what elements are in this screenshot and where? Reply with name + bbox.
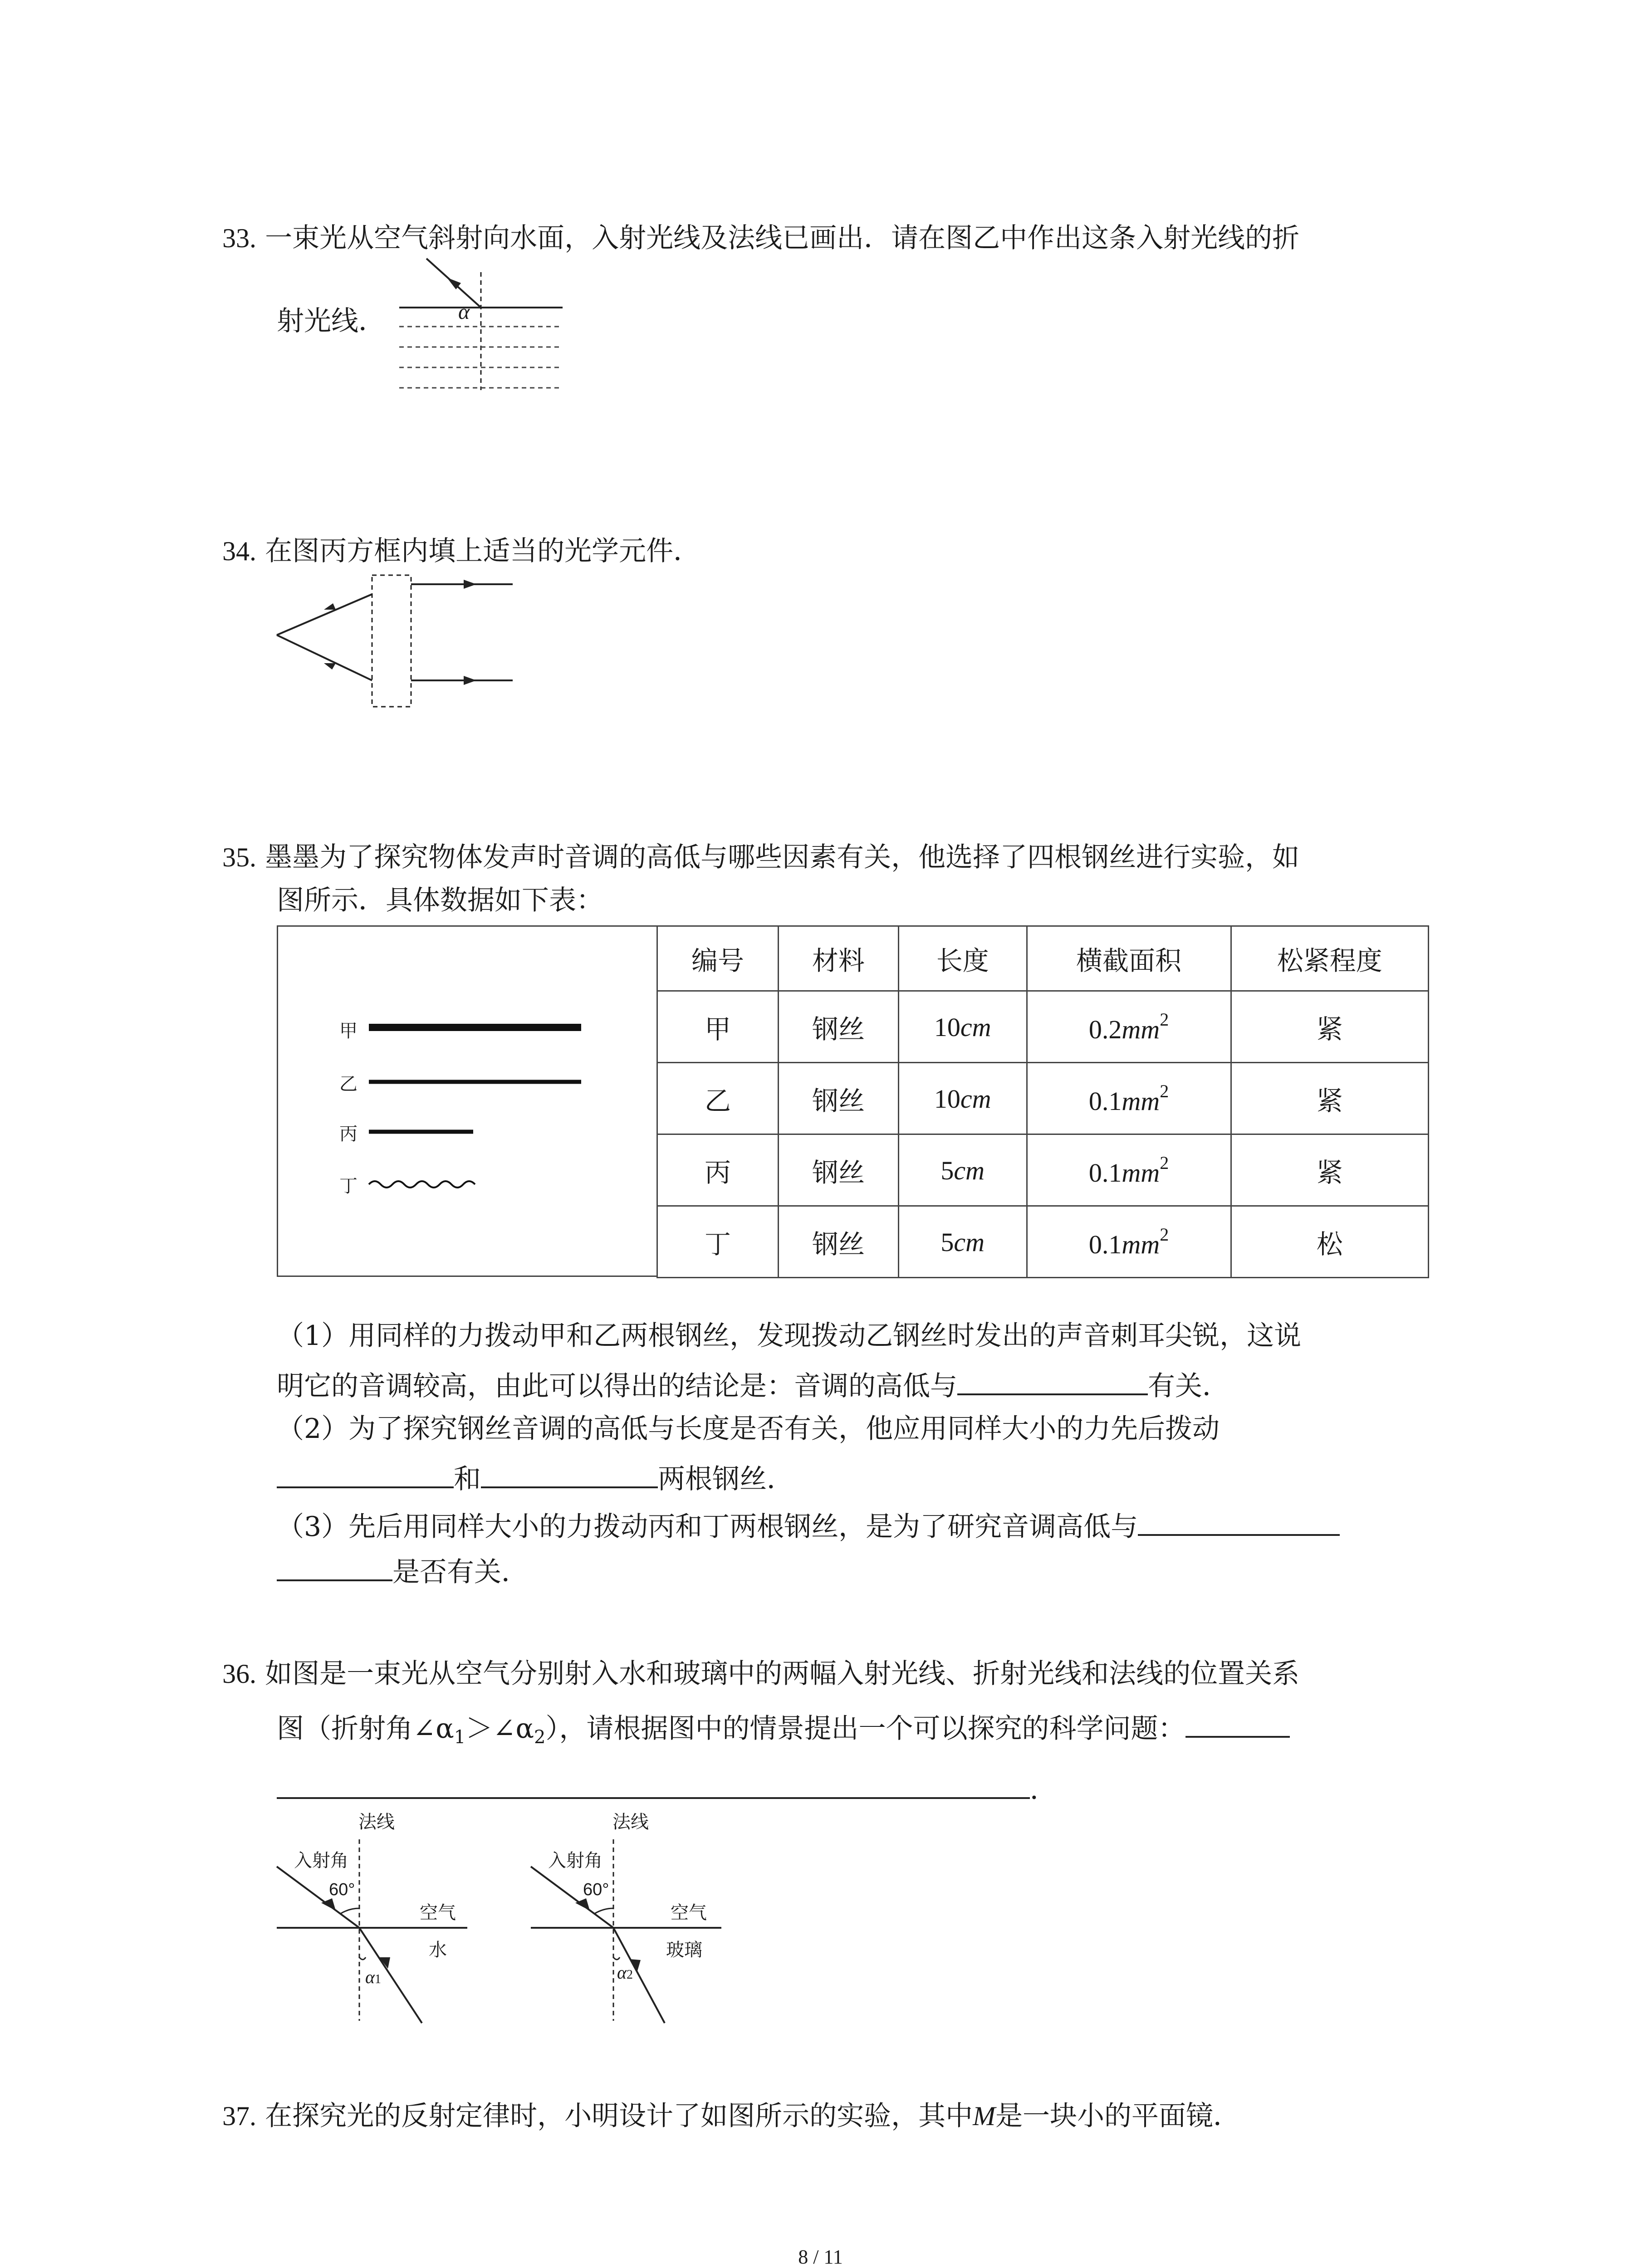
q35-number: 35.	[222, 842, 256, 872]
answer-blank-3[interactable]	[481, 1458, 658, 1488]
cell-material: 钢丝	[778, 991, 898, 1063]
answer-blank-5[interactable]	[277, 1551, 392, 1581]
q33-figure	[390, 254, 581, 399]
cell-area: $0.2mm^2$	[1027, 991, 1231, 1063]
q35-line1	[222, 839, 1299, 875]
wire-label-ding: 丁	[339, 1176, 358, 1197]
cell-tension: 紧	[1231, 991, 1428, 1063]
q33-line2: 射光线．	[277, 305, 386, 337]
q33-angle-label: α	[458, 300, 470, 324]
table-row	[657, 991, 1429, 1063]
q35-sub1-line2: 明它的音调较高，由此可以得出的结论是：音调的高低与 有关．	[277, 1365, 1230, 1404]
q36-figure-glass	[526, 1808, 780, 2025]
fig2-angle-label: 60°	[583, 1880, 609, 1899]
cell-length: 5cm	[898, 1206, 1027, 1278]
q34-text-1: 在图丙方框内填上适当的光学元件．	[265, 535, 701, 567]
cell-material: 钢丝	[778, 1134, 898, 1206]
cell-tension: 紧	[1231, 1134, 1428, 1206]
table-row	[657, 1134, 1429, 1206]
wire-label-jia: 甲	[339, 1021, 358, 1041]
fig1-water-label: 水	[429, 1940, 447, 1960]
answer-blank-4[interactable]	[1138, 1506, 1340, 1536]
wire-label-bing: 丙	[339, 1124, 358, 1144]
page-number: 8 / 11	[798, 2246, 843, 2268]
cell-area: $0.1mm^2$	[1027, 1206, 1231, 1278]
q36-number: 36.	[222, 1659, 256, 1689]
q36-text-1: 如图是一束光从空气分别射入水和玻璃中的两幅入射光线、折射光线和法线的位置关系	[265, 1658, 1300, 1690]
fig2-air-label: 空气	[671, 1902, 707, 1923]
th-length: 长度	[898, 926, 1027, 991]
fig1-angle-label: 60°	[329, 1880, 355, 1899]
q35-text-1: 墨墨为了探究物体发声时音调的高低与哪些因素有关，他选择了四根钢丝进行实验，如	[265, 841, 1300, 873]
fig1-air-label: 空气	[420, 1902, 456, 1923]
table-row	[657, 1063, 1429, 1134]
fig2-incident-label: 入射角	[548, 1850, 603, 1871]
table-header-row	[657, 926, 1429, 991]
mirror-label: M	[973, 2101, 996, 2131]
q36-line1	[222, 1656, 1299, 1692]
cell-material: 钢丝	[778, 1206, 898, 1278]
cell-area: $0.1mm^2$	[1027, 1134, 1231, 1206]
q37-number: 37.	[222, 2101, 256, 2131]
fig2-glass-label: 玻璃	[666, 1940, 702, 1960]
q35-sub3-line2: 是否有关．	[277, 1551, 529, 1590]
cell-material: 钢丝	[778, 1063, 898, 1134]
q34-figure	[268, 562, 522, 712]
q33-text-1: 一束光从空气斜射向水面，入射光线及法线已画出．请在图乙中作出这条入射光线的折	[265, 222, 1300, 254]
cell-id: 丙	[657, 1134, 779, 1206]
cell-area: $0.1mm^2$	[1027, 1063, 1231, 1134]
q36-figure-water	[272, 1808, 526, 2025]
answer-blank-6[interactable]	[1185, 1708, 1290, 1738]
wire-ding	[369, 1181, 475, 1188]
q35-sub1-line1: （1）用同样的力拨动甲和乙两根钢丝，发现拨动乙钢丝时发出的声音刺耳尖锐，这说	[277, 1320, 1302, 1352]
wire-label-yi: 乙	[339, 1074, 358, 1095]
cell-id: 丁	[657, 1206, 779, 1278]
cell-id: 甲	[657, 991, 779, 1063]
th-tension: 松紧程度	[1231, 926, 1428, 991]
fig1-normal-label: 法线	[358, 1812, 395, 1833]
q33-line1	[222, 220, 1299, 256]
q33-number: 33.	[222, 223, 256, 253]
fig2-refraction-angle: α2	[617, 1962, 633, 1983]
th-area: 横截面积	[1027, 926, 1231, 991]
q35-data-table	[656, 925, 1429, 1278]
cell-tension: 紧	[1231, 1063, 1428, 1134]
answer-blank-7[interactable]	[277, 1769, 1030, 1799]
cell-length: 10cm	[898, 991, 1027, 1063]
q35-sub2-line1: （2）为了探究钢丝音调的高低与长度是否有关，他应用同样大小的力先后拨动	[277, 1413, 1220, 1445]
q34-number: 34.	[222, 536, 256, 566]
cell-length: 10cm	[898, 1063, 1027, 1134]
q35-sub3-line1: （3）先后用同样大小的力拨动丙和丁两根钢丝，是为了研究音调高低与	[277, 1506, 1340, 1545]
fig1-incident-label: 入射角	[294, 1850, 348, 1871]
q36-line3: ．	[277, 1769, 1057, 1808]
q35-sub2-line2: 和 两根钢丝．	[277, 1458, 794, 1497]
answer-blank-2[interactable]	[277, 1458, 454, 1488]
cell-tension: 松	[1231, 1206, 1428, 1278]
q35-line2: 图所示．具体数据如下表：	[277, 885, 603, 916]
fig2-normal-label: 法线	[612, 1812, 649, 1833]
fig1-refraction-angle: α1	[365, 1967, 381, 1987]
cell-id: 乙	[657, 1063, 779, 1134]
q35-wires-figure	[277, 925, 658, 1277]
q36-line2: 图（折射角$\angle\alpha_1>\angle\alpha_2$），请根据图中的情景提出一个可以探究的科学问题：	[277, 1708, 1290, 1755]
th-id: 编号	[657, 926, 779, 991]
cell-length: 5cm	[898, 1134, 1027, 1206]
th-material: 材料	[778, 926, 898, 991]
table-row	[657, 1206, 1429, 1278]
answer-blank-1[interactable]	[957, 1365, 1148, 1395]
q37-line1: 37. 在探究光的反射定律时，小明设计了如图所示的实验，其中M是一块小的平面镜．	[222, 2100, 1241, 2132]
